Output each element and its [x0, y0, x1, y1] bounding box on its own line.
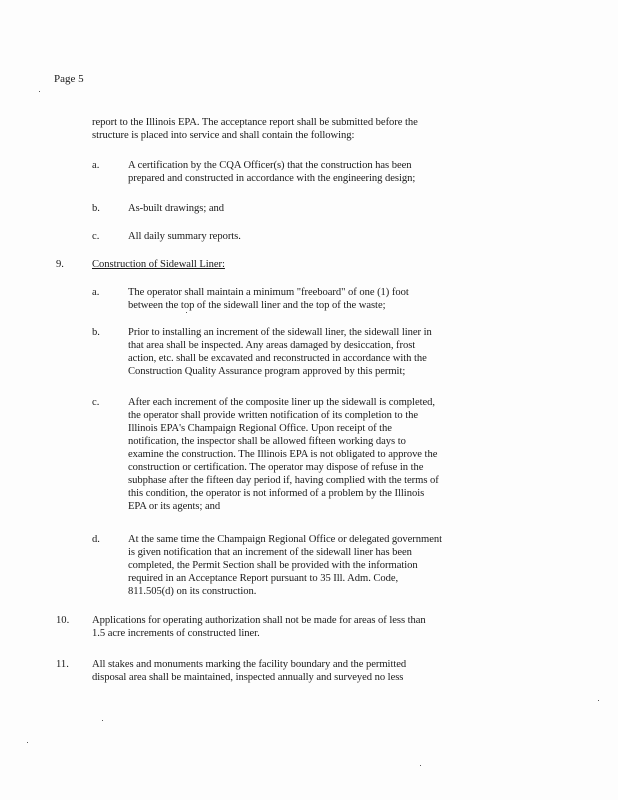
scan-speck	[27, 742, 28, 743]
scan-speck	[420, 765, 421, 766]
item-9b-line-4: Construction Quality Assurance program approved by this permit;	[128, 366, 406, 377]
section-9-number: 9.	[56, 259, 64, 270]
item-8b-letter: b.	[92, 203, 100, 214]
item-8c-letter: c.	[92, 231, 100, 242]
item-9c-line-1: After each increment of the composite liner up the sidewall is completed,	[128, 397, 435, 408]
item-9c-line-6: construction or certification. The operator may dispose of refuse in the	[128, 462, 424, 473]
item-8a-letter: a.	[92, 160, 100, 171]
scan-speck	[39, 91, 40, 92]
item-9b-line-3: action, etc. shall be excavated and reconstructed in accordance with the	[128, 353, 427, 364]
section-9-title: Construction of Sidewall Liner:	[92, 259, 225, 270]
item-9d-line-4: required in an Acceptance Report pursuant to 35 Ill. Adm. Code,	[128, 573, 399, 584]
item-9c-line-4: notification, the inspector shall be allowed fifteen working days to	[128, 436, 406, 447]
intro-line-2: structure is placed into service and shall contain the following:	[92, 130, 355, 141]
item-9d-line-3: completed, the Permit Section shall be provided with the information	[128, 560, 418, 571]
item-8a-line-1: A certification by the CQA Officer(s) that the construction has been	[128, 160, 412, 171]
section-10-line-2: 1.5 acre increments of constructed liner.	[92, 628, 260, 639]
section-11-line-2: disposal area shall be maintained, inspected annually and surveyed no less	[92, 672, 404, 683]
section-10-line-1: Applications for operating authorization shall not be made for areas of less than	[92, 615, 426, 626]
item-9b-line-1: Prior to installing an increment of the sidewall liner, the sidewall liner in	[128, 327, 432, 338]
item-9d-line-2: is given notification that an increment of the sidewall liner has been	[128, 547, 412, 558]
item-8a-line-2: prepared and constructed in accordance with the engineering design;	[128, 173, 416, 184]
item-9a-letter: a.	[92, 287, 100, 298]
item-9c-letter: c.	[92, 397, 100, 408]
item-9a-line-2: between the top of the sidewall liner and the top of the waste;	[128, 300, 386, 311]
item-9b-line-2: that area shall be inspected. Any areas damaged by desiccation, frost	[128, 340, 416, 351]
item-9c-line-3: Illinois EPA's Champaign Regional Office. Upon receipt of the	[128, 423, 392, 434]
page-number: Page 5	[54, 73, 84, 85]
item-9d-line-1: At the same time the Champaign Regional Office or delegated government	[128, 534, 443, 545]
item-9d-letter: d.	[92, 534, 100, 545]
item-9a-line-1: The operator shall maintain a minimum "freeboard" of one (1) foot	[128, 287, 409, 298]
item-8c-line-1: All daily summary reports.	[128, 231, 241, 242]
section-11-number: 11.	[56, 659, 69, 670]
item-9c-line-2: the operator shall provide written notification of its completion to the	[128, 410, 419, 421]
scan-speck	[102, 720, 103, 721]
item-9b-letter: b.	[92, 327, 100, 338]
item-9c-line-5: examine the construction. The Illinois EPA is not obligated to approve the	[128, 449, 438, 460]
item-9d-line-5: 811.505(d) on its construction.	[128, 586, 257, 597]
item-9c-line-7: subphase after the fifteen day period if, having complied with the terms of	[128, 475, 439, 486]
item-8b-line-1: As-built drawings; and	[128, 203, 224, 214]
item-9c-line-9: EPA or its agents; and	[128, 501, 221, 512]
section-10-number: 10.	[56, 615, 70, 626]
scan-speck	[186, 312, 187, 313]
scan-speck	[598, 700, 599, 701]
item-9c-line-8: this condition, the operator is not informed of a problem by the Illinois	[128, 488, 425, 499]
intro-line-1: report to the Illinois EPA. The acceptance report shall be submitted before the	[92, 117, 418, 128]
section-11-line-1: All stakes and monuments marking the facility boundary and the permitted	[92, 659, 407, 670]
